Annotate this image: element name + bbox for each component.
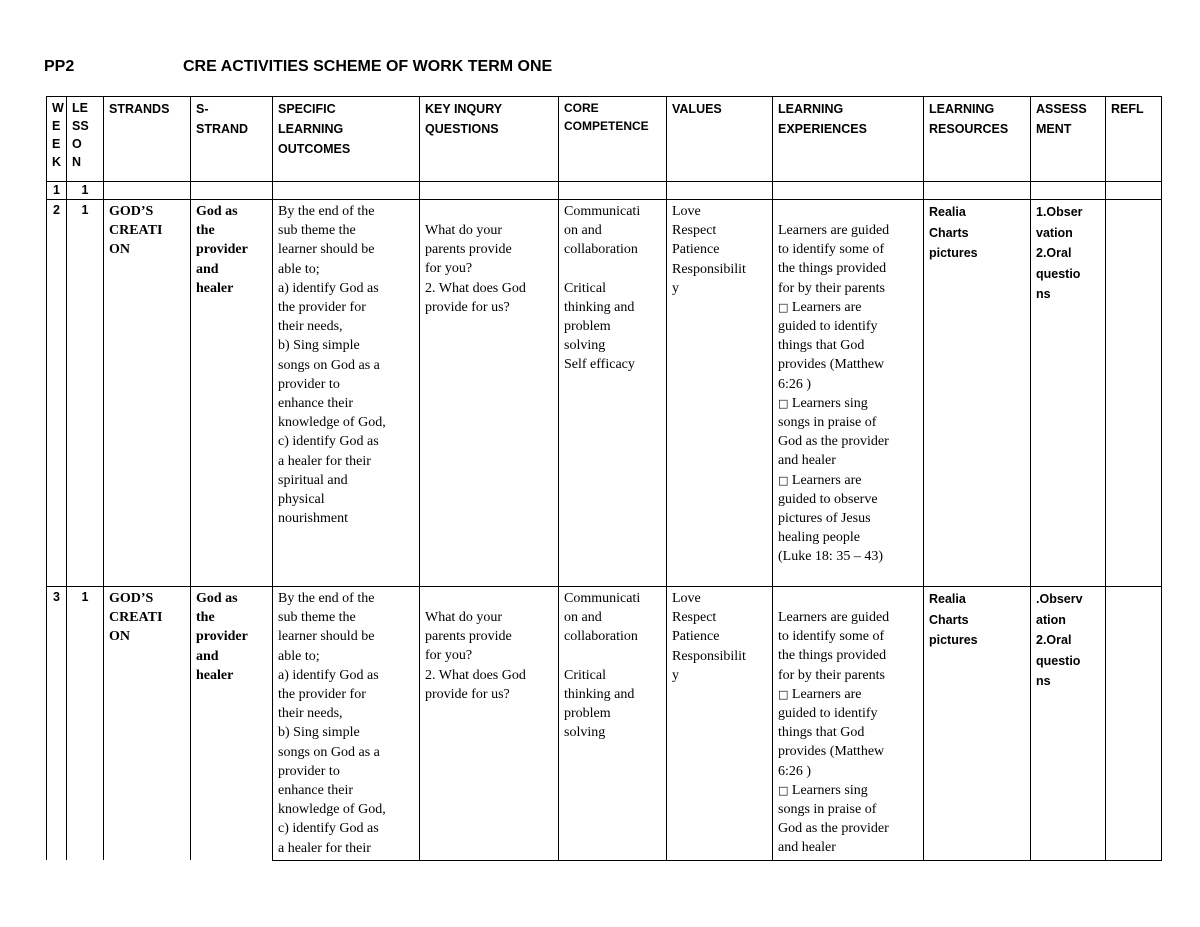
resources-cell: Realia Charts pictures bbox=[924, 587, 1031, 861]
header-resources: LEARNING RESOURCES bbox=[924, 97, 1031, 182]
values-cell: Love Respect Patience Responsibilit y bbox=[667, 200, 773, 587]
experiences-cell: Learners are guided to identify some of the things provided for by their parents □ Learners are guided to identify things that God provides (Matthew 6:26 ) □ Learners sing songs in praise of God as the provider and healer bbox=[773, 587, 924, 861]
bullet-placeholder-icon: □ bbox=[778, 473, 789, 487]
outcomes-cell: By the end of the sub theme the learner should be able to; a) identify God as the provider for their needs, b) Sing simple songs on God as a provider to enhance their knowledge of God, c) identify God as a healer for their spiritual and physical nourishment bbox=[273, 200, 420, 587]
inquiry-cell: What do your parents provide for you? 2. What does God provide for us? bbox=[420, 200, 559, 587]
table-row bbox=[47, 200, 1162, 587]
document-title-bar bbox=[44, 58, 744, 80]
values-cell bbox=[667, 182, 773, 200]
table-row bbox=[47, 587, 1162, 861]
competence-cell: Communicati on and collaboration Critical thinking and problem solving Self efficacy bbox=[559, 200, 667, 587]
document-title: CRE ACTIVITIES SCHEME OF WORK TERM ONE bbox=[183, 58, 553, 75]
strand-cell: GOD’S CREATI ON bbox=[104, 200, 191, 587]
sub-strand-cell: God as the provider and healer bbox=[191, 587, 273, 861]
competence-cell bbox=[559, 182, 667, 200]
bullet-placeholder-icon: □ bbox=[778, 687, 789, 701]
week-cell: 3 bbox=[47, 587, 67, 861]
table-row bbox=[47, 182, 1162, 200]
resources-cell: Realia Charts pictures bbox=[924, 200, 1031, 587]
resources-cell bbox=[924, 182, 1031, 200]
inquiry-cell bbox=[420, 182, 559, 200]
reflection-cell bbox=[1106, 182, 1162, 200]
lesson-cell: 1 bbox=[67, 200, 104, 587]
class-code: PP2 bbox=[44, 58, 75, 75]
header-strands: STRANDS bbox=[104, 97, 191, 182]
reflection-cell bbox=[1106, 587, 1162, 861]
header-lesson: LE SS O N bbox=[67, 97, 104, 182]
scheme-of-work-table bbox=[46, 96, 1162, 861]
lesson-cell: 1 bbox=[67, 587, 104, 861]
assessment-cell: 1.Obser vation 2.Oral questio ns bbox=[1031, 200, 1106, 587]
header-inquiry: KEY INQURY QUESTIONS bbox=[420, 97, 559, 182]
header-row bbox=[47, 97, 1162, 182]
header-values: VALUES bbox=[667, 97, 773, 182]
sub-strand-cell bbox=[191, 182, 273, 200]
header-assessment: ASSESS MENT bbox=[1031, 97, 1106, 182]
reflection-cell bbox=[1106, 200, 1162, 587]
week-cell: 2 bbox=[47, 200, 67, 587]
experiences-cell: Learners are guided to identify some of the things provided for by their parents □ Learners are guided to identify things that God provides (Matthew 6:26 ) □ Learners sing songs in praise of God as the provider and healer □ Learners are guided to observe pictures of Jesus healing people (Luke 18: 35 – 43) bbox=[773, 200, 924, 587]
lesson-cell: 1 bbox=[67, 182, 104, 200]
inquiry-cell: What do your parents provide for you? 2. What does God provide for us? bbox=[420, 587, 559, 861]
competence-cell: Communicati on and collaboration Critical thinking and problem solving bbox=[559, 587, 667, 861]
outcomes-cell: By the end of the sub theme the learner should be able to; a) identify God as the provider for their needs, b) Sing simple songs on God as a provider to enhance their knowledge of God, c) identify God as a healer for their bbox=[273, 587, 420, 861]
strand-cell bbox=[104, 182, 191, 200]
header-experiences: LEARNING EXPERIENCES bbox=[773, 97, 924, 182]
header-reflection: REFL bbox=[1106, 97, 1162, 182]
assessment-cell: .Observ ation 2.Oral questio ns bbox=[1031, 587, 1106, 861]
header-week: W E E K bbox=[47, 97, 67, 182]
assessment-cell bbox=[1031, 182, 1106, 200]
header-sub-strand: S- STRAND bbox=[191, 97, 273, 182]
bullet-placeholder-icon: □ bbox=[778, 300, 789, 314]
sub-strand-cell: God as the provider and healer bbox=[191, 200, 273, 587]
header-competence: CORE COMPETENCE bbox=[559, 97, 667, 182]
bullet-placeholder-icon: □ bbox=[778, 783, 789, 797]
experiences-cell bbox=[773, 182, 924, 200]
bullet-placeholder-icon: □ bbox=[778, 396, 789, 410]
values-cell: Love Respect Patience Responsibilit y bbox=[667, 587, 773, 861]
week-cell: 1 bbox=[47, 182, 67, 200]
outcomes-cell bbox=[273, 182, 420, 200]
strand-cell: GOD’S CREATI ON bbox=[104, 587, 191, 861]
header-outcomes: SPECIFIC LEARNING OUTCOMES bbox=[273, 97, 420, 182]
